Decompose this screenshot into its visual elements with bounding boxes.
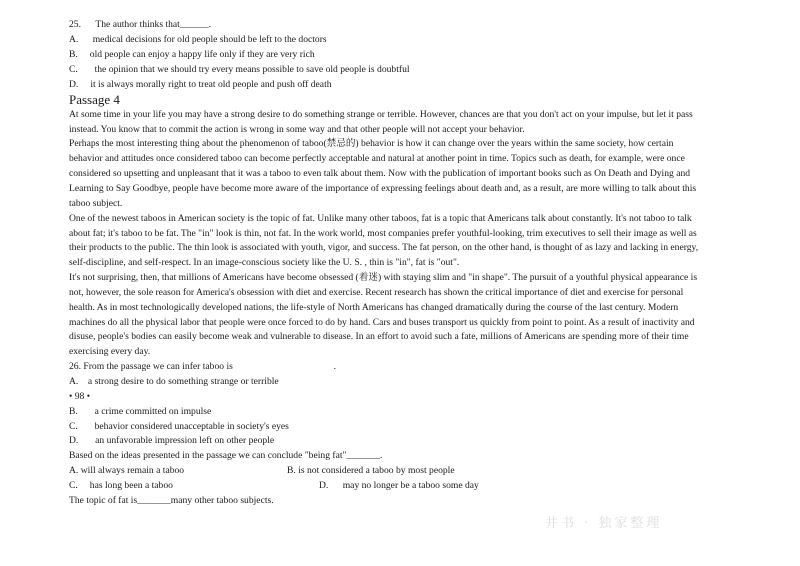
question-25-option-d: D. it is always morally right to treat old people and push off death <box>69 79 332 90</box>
passage-line: not, however, the sole reason for America's obsession with diet and exercise. Recent research has shown the critical importance of diet and exercise for personal <box>69 287 684 298</box>
question-27-option-a: A. will always remain a taboo <box>69 465 185 476</box>
question-27-option-b: B. is not considered a taboo by most people <box>287 465 455 476</box>
passage-line: taboo subject. <box>69 198 123 209</box>
passage-line: Learning to Say Goodbye, people have become more aware of the importance of expressing feelings about death and, as a result, are more willing to talk about this <box>69 183 697 194</box>
passage-line: instead. You know that to commit the action is wrong in some way and that other people will not accept your behavior. <box>69 124 525 135</box>
question-25-option-c: C. the opinion that we should try every means possible to save old people is doubtful <box>69 64 410 75</box>
passage-line: about fat; it's taboo to be fat. The "in" look is thin, not fat. In the work world, most companies prefer youthful-looking, trim executives to sell their image as well as <box>69 228 697 239</box>
question-26-option-c: C. behavior considered unacceptable in society's eyes <box>69 421 289 432</box>
question-25-option-a: A. medical decisions for old people should be left to the doctors <box>69 34 327 45</box>
question-25-stem: 25. The author thinks that______. <box>69 19 212 30</box>
passage-line: behavior and attitudes once considered taboo can become perfectly acceptable and natural at another point in time. Topics such as death, for example, were once <box>69 153 685 164</box>
passage-line: It's not surprising, then, that millions of Americans have become obsessed (着迷) with staying slim and "in shape". The pursuit of a youthful physical appearance is <box>69 272 698 283</box>
passage-line: Perhaps the most interesting thing about the phenomenon of taboo(禁忌的) behavior is how it can change over the years within the same society, how certain <box>69 138 674 149</box>
passage-line: self-discipline, and self-respect. In an image-conscious society like the U. S. , thin is "in", fat is "out". <box>69 257 460 268</box>
passage-line: health. As in most technologically developed nations, the life-style of North Americans has changed dramatically during the course of the last century. Modern <box>69 302 679 313</box>
question-26-option-d: D. an unfavorable impression left on other people <box>69 435 275 446</box>
question-27-stem: Based on the ideas presented in the passage we can conclude "being fat"_______. <box>69 450 383 461</box>
passage-line: disuse, people's bodies can easily become weak and vulnerable to disease. In an effort to avoid such a fate, millions of Americans are spending more of their time <box>69 331 689 342</box>
passage-line: At some time in your life you may have a strong desire to do something strange or terrible. However, chances are that you don't act on your impulse, but let it pass <box>69 109 693 120</box>
page-number-marker: • 98 • <box>69 391 91 402</box>
passage-title: Passage 4 <box>69 92 120 107</box>
watermark: 井书 · 独家整理 <box>545 516 663 531</box>
question-28-stem: The topic of fat is_______many other taboo subjects. <box>69 495 274 506</box>
passage-line: One of the newest taboos in American society is the topic of fat. Unlike many other taboos, fat is a topic that Americans talk about constantly. It's not taboo to talk <box>69 213 692 224</box>
question-25-option-b: B. old people can enjoy a happy life only if they are very rich <box>69 49 315 60</box>
question-26-stem: 26. From the passage we can infer taboo is . <box>69 361 336 372</box>
passage-line: exercising every day. <box>69 346 151 357</box>
question-27-option-d: D. may no longer be a taboo some day <box>319 480 479 491</box>
question-27-option-c: C. has long been a taboo <box>69 480 173 491</box>
question-26-option-a: A. a strong desire to do something strange or terrible <box>69 376 279 387</box>
passage-line: machines do all the physical labor that people were once forced to do by hand. Cars and buses transport us quickly from point to point. As a result of inactivity and <box>69 317 695 328</box>
passage-line: their products to the public. The thin look is associated with youth, vigor, and success. The fat person, on the other hand, is thought of as lazy and lacking in energy, <box>69 242 699 253</box>
passage-line: considered so upsetting and unpleasant that it was a taboo to even talk about them. Now with the publication of important books such as On Death and Dying and <box>69 168 691 179</box>
question-26-option-b: B. a crime committed on impulse <box>69 406 212 417</box>
